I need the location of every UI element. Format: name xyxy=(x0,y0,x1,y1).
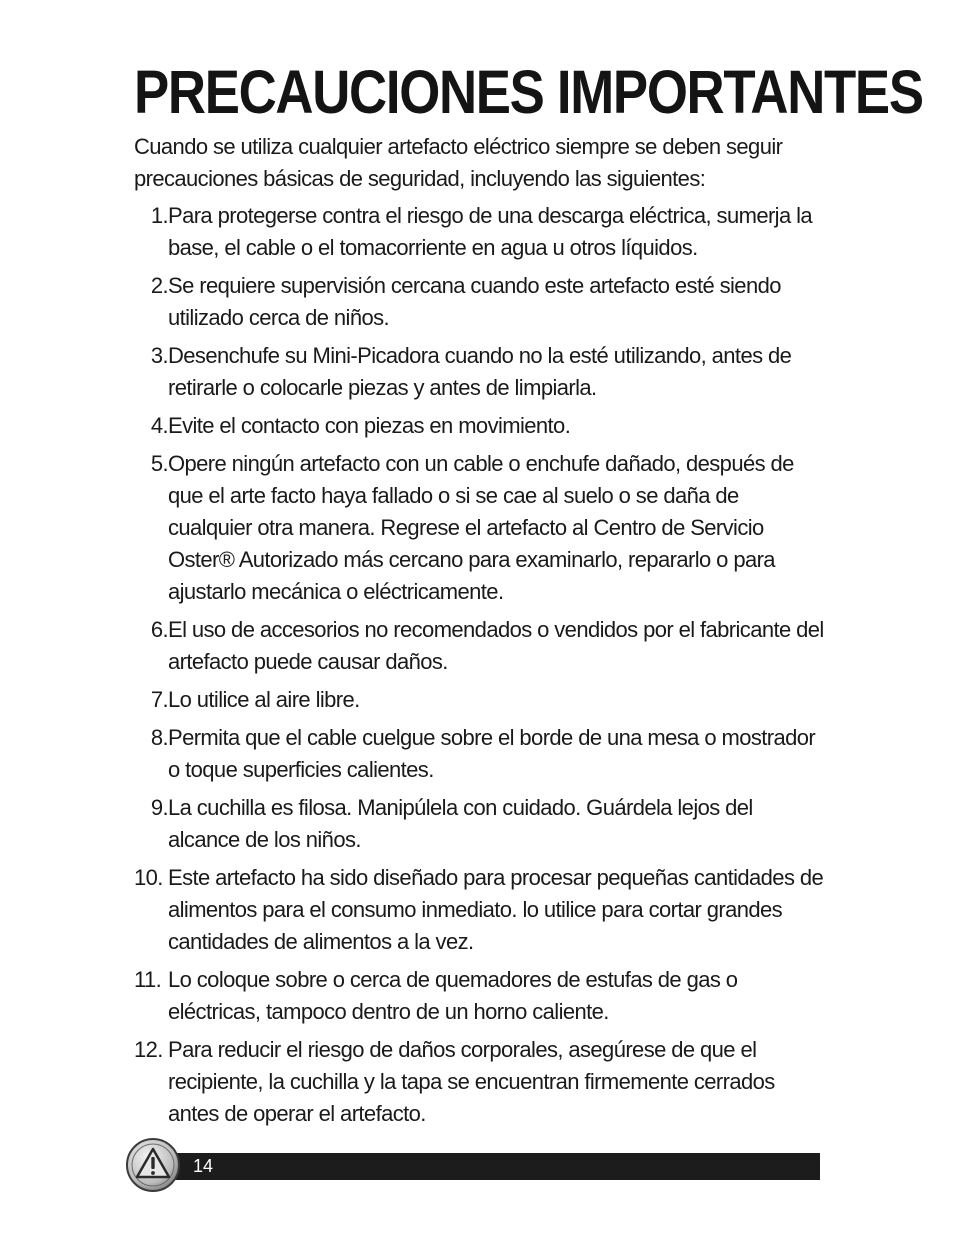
item-text: Permita que el cable cuelgue sobre el borde de una mesa o mostrador o toque superficies calientes. xyxy=(168,725,816,782)
item-text: Opere ningún artefacto con un cable o enchufe dañado, después de que el arte facto haya fallado o si se cae al suelo o se daña de cualquier otra manera. Regrese el artefacto al Centro de Servicio Oster® Autorizado más cercano para examinarlo, repararlo o para ajustarlo mecánica o eléctricamente. xyxy=(168,451,794,604)
item-number: 11. xyxy=(134,967,162,992)
item-number: 6. xyxy=(150,617,168,642)
intro-paragraph: Cuando se utiliza cualquier artefacto eléctrico siempre se deben seguir precauciones básicas de seguridad, incluyendo las siguientes: xyxy=(134,134,783,191)
item-number: 9. xyxy=(150,795,168,820)
footer-bar xyxy=(150,1153,820,1180)
list-item xyxy=(134,964,824,1028)
item-number: 2. xyxy=(150,273,168,298)
list-item xyxy=(134,862,824,958)
item-number: 1. xyxy=(150,203,168,228)
page-number: 14 xyxy=(193,1156,214,1176)
list-item xyxy=(134,200,824,264)
item-text: Desenchufe su Mini-Picadora cuando no la esté utilizando, antes de retirarle o colocarle piezas y antes de limpiarla. xyxy=(168,343,792,400)
item-text: Este artefacto ha sido diseñado para procesar pequeñas cantidades de alimentos para el consumo inmediato. lo utilice para cortar grandes cantidades de alimentos a la vez. xyxy=(168,865,824,954)
item-number: 12. xyxy=(134,1037,163,1062)
list-item xyxy=(134,410,824,442)
list-item xyxy=(134,684,824,716)
list-item xyxy=(134,614,824,678)
item-number: 3. xyxy=(150,343,168,368)
precautions-list xyxy=(134,200,824,1136)
item-text: Para protegerse contra el riesgo de una descarga eléctrica, sumerja la base, el cable o el tomacorriente en agua u otros líquidos. xyxy=(168,203,813,260)
item-number: 4. xyxy=(150,413,168,438)
list-item xyxy=(134,270,824,334)
item-number: 5. xyxy=(150,451,168,476)
item-text: El uso de accesorios no recomendados o vendidos por el fabricante del artefacto puede causar daños. xyxy=(168,617,824,674)
item-text: Lo coloque sobre o cerca de quemadores de estufas de gas o eléctricas, tampoco dentro de un horno caliente. xyxy=(168,967,738,1024)
item-number: 10. xyxy=(134,865,163,890)
item-text: Lo utilice al aire libre. xyxy=(168,687,360,712)
item-text: Se requiere supervisión cercana cuando este artefacto esté siendo utilizado cerca de niños. xyxy=(168,273,781,330)
warning-triangle-icon xyxy=(125,1137,181,1193)
item-text: Para reducir el riesgo de daños corporales, asegúrese de que el recipiente, la cuchilla y la tapa se encuentran firmemente cerrados antes de operar el artefacto. xyxy=(168,1037,775,1126)
list-item xyxy=(134,792,824,856)
list-item xyxy=(134,448,824,608)
item-number: 8. xyxy=(150,725,168,750)
list-item xyxy=(134,722,824,786)
item-text: Evite el contacto con piezas en movimiento. xyxy=(168,413,571,438)
item-number: 7. xyxy=(150,687,168,712)
page-title: PRECAUCIONES IMPORTANTES xyxy=(134,58,923,126)
list-item xyxy=(134,340,824,404)
item-text: La cuchilla es filosa. Manipúlela con cuidado. Guárdela lejos del alcance de los niños. xyxy=(168,795,753,852)
list-item xyxy=(134,1034,824,1130)
